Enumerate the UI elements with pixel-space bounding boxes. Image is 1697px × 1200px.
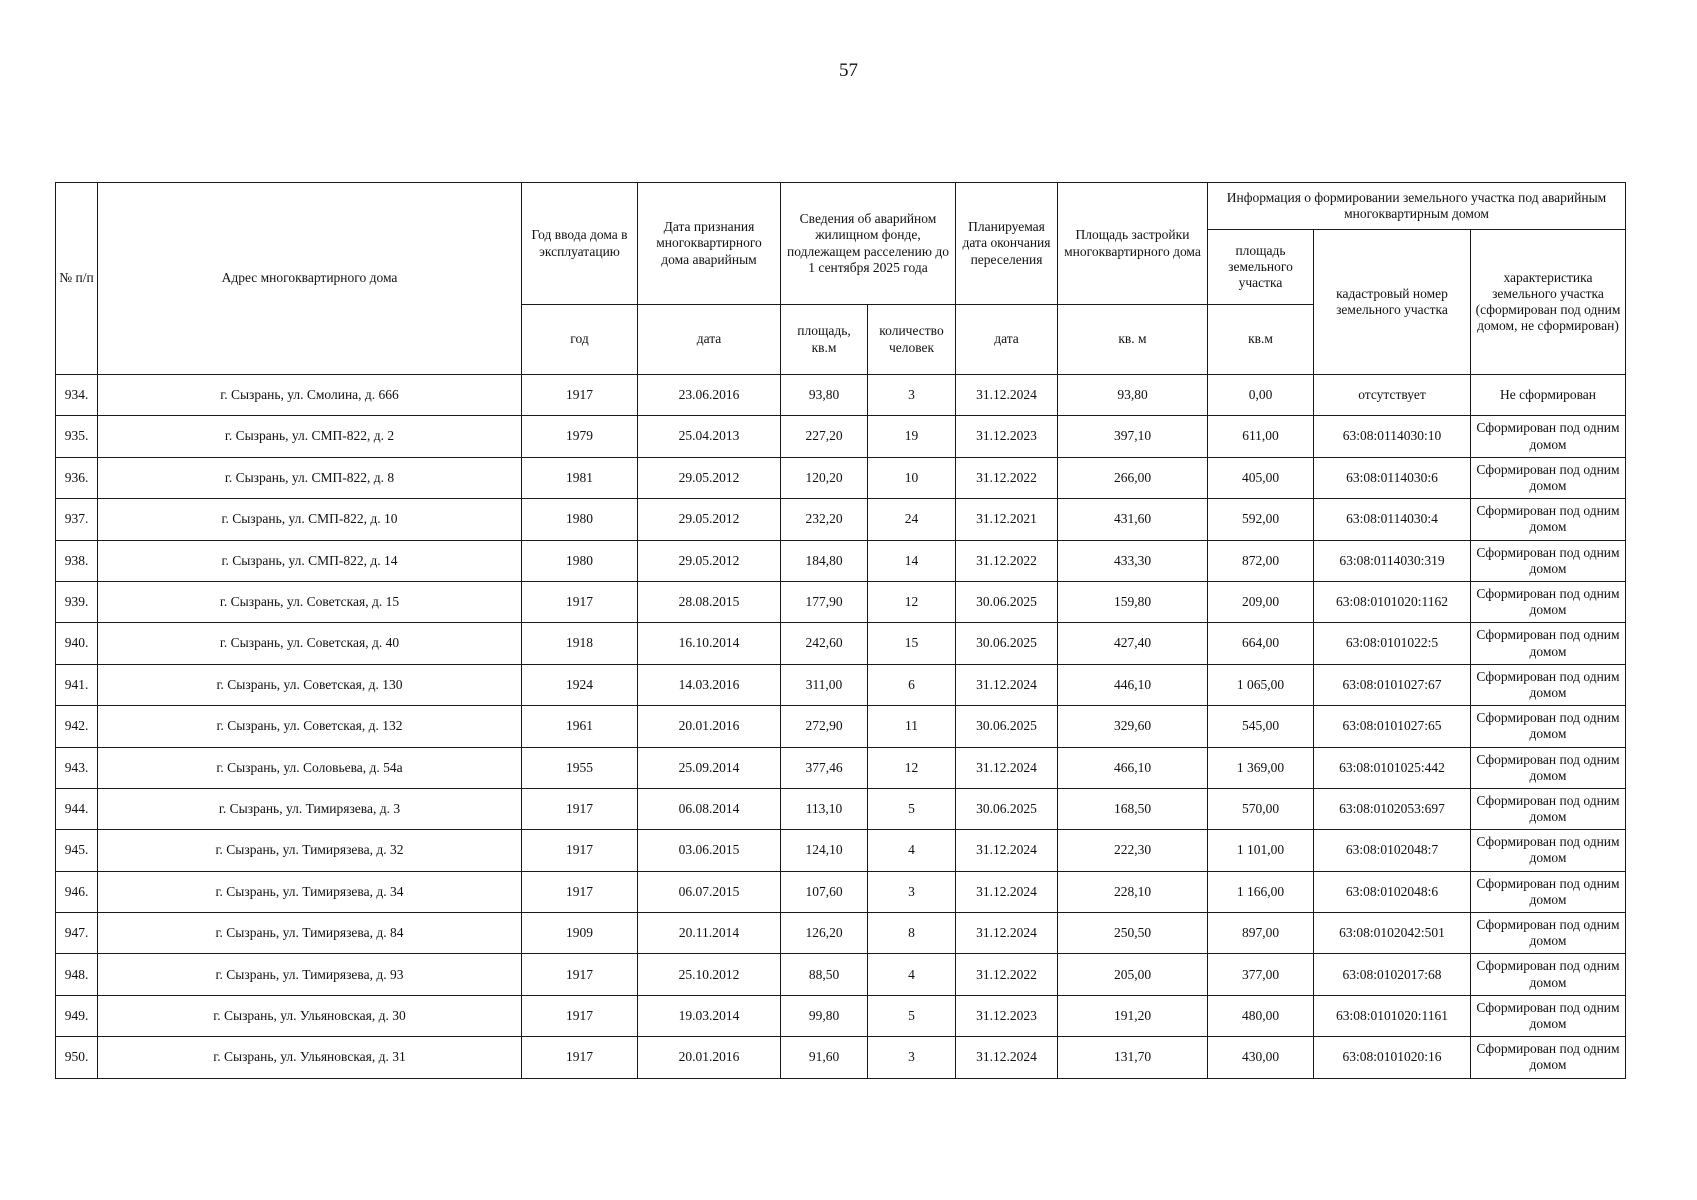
- row-recognition-date: 29.05.2012: [638, 457, 781, 498]
- row-land-area: 1 065,00: [1208, 664, 1314, 705]
- row-land-area: 1 369,00: [1208, 747, 1314, 788]
- row-planned-date: 31.12.2023: [956, 416, 1058, 457]
- row-planned-date: 31.12.2022: [956, 457, 1058, 498]
- row-people: 3: [868, 375, 956, 416]
- row-cadastral: 63:08:0102042:501: [1314, 913, 1471, 954]
- row-address: г. Сызрань, ул. Тимирязева, д. 3: [98, 788, 522, 829]
- row-recognition-date: 25.09.2014: [638, 747, 781, 788]
- row-land-area: 0,00: [1208, 375, 1314, 416]
- row-cadastral: 63:08:0114030:6: [1314, 457, 1471, 498]
- table-row: [56, 1037, 1626, 1078]
- row-building-area: 168,50: [1058, 788, 1208, 829]
- row-building-area: 433,30: [1058, 540, 1208, 581]
- row-recognition-date: 06.08.2014: [638, 788, 781, 829]
- row-people: 24: [868, 499, 956, 540]
- row-cadastral: 63:08:0114030:10: [1314, 416, 1471, 457]
- row-people: 19: [868, 416, 956, 457]
- row-year: 1924: [522, 664, 638, 705]
- header-building-area: Площадь застройки многоквартирного дома: [1058, 183, 1208, 305]
- row-year: 1917: [522, 871, 638, 912]
- row-cadastral: 63:08:0102048:7: [1314, 830, 1471, 871]
- row-year: 1979: [522, 416, 638, 457]
- row-area: 91,60: [781, 1037, 868, 1078]
- row-address: г. Сызрань, ул. Советская, д. 40: [98, 623, 522, 664]
- row-recognition-date: 23.06.2016: [638, 375, 781, 416]
- row-year: 1917: [522, 1037, 638, 1078]
- table-row: [56, 540, 1626, 581]
- row-num: 944.: [56, 788, 98, 829]
- row-area: 377,46: [781, 747, 868, 788]
- row-status: Сформирован под одним домом: [1471, 623, 1626, 664]
- row-status: Не сформирован: [1471, 375, 1626, 416]
- row-year: 1980: [522, 540, 638, 581]
- row-address: г. Сызрань, ул. Соловьева, д. 54а: [98, 747, 522, 788]
- row-status: Сформирован под одним домом: [1471, 540, 1626, 581]
- header-land-info: Информация о формировании земельного участка под аварийным многоквартирным домом: [1208, 183, 1626, 230]
- row-planned-date: 31.12.2024: [956, 913, 1058, 954]
- row-land-area: 405,00: [1208, 457, 1314, 498]
- row-status: Сформирован под одним домом: [1471, 788, 1626, 829]
- row-recognition-date: 29.05.2012: [638, 540, 781, 581]
- row-people: 12: [868, 747, 956, 788]
- row-area: 177,90: [781, 581, 868, 622]
- row-land-area: 1 101,00: [1208, 830, 1314, 871]
- row-area: 88,50: [781, 954, 868, 995]
- row-land-area: 611,00: [1208, 416, 1314, 457]
- row-num: 939.: [56, 581, 98, 622]
- row-area: 113,10: [781, 788, 868, 829]
- row-building-area: 93,80: [1058, 375, 1208, 416]
- row-recognition-date: 16.10.2014: [638, 623, 781, 664]
- row-status: Сформирован под одним домом: [1471, 706, 1626, 747]
- row-address: г. Сызрань, ул. Смолина, д. 666: [98, 375, 522, 416]
- row-num: 947.: [56, 913, 98, 954]
- row-planned-date: 31.12.2024: [956, 871, 1058, 912]
- row-cadastral: 63:08:0101022:5: [1314, 623, 1471, 664]
- row-people: 5: [868, 995, 956, 1036]
- row-area: 126,20: [781, 913, 868, 954]
- row-cadastral: 63:08:0114030:4: [1314, 499, 1471, 540]
- row-building-area: 266,00: [1058, 457, 1208, 498]
- table-row: [56, 664, 1626, 705]
- row-recognition-date: 25.10.2012: [638, 954, 781, 995]
- table-row: [56, 416, 1626, 457]
- row-cadastral: 63:08:0102053:697: [1314, 788, 1471, 829]
- row-num: 950.: [56, 1037, 98, 1078]
- row-land-area: 1 166,00: [1208, 871, 1314, 912]
- header-num: № п/п: [56, 183, 98, 375]
- row-year: 1955: [522, 747, 638, 788]
- row-address: г. Сызрань, ул. Тимирязева, д. 34: [98, 871, 522, 912]
- row-building-area: 446,10: [1058, 664, 1208, 705]
- header-planned-date: Планируемая дата окончания переселения: [956, 183, 1058, 305]
- row-cadastral: 63:08:0101020:1161: [1314, 995, 1471, 1036]
- header-unit-area: площадь, кв.м: [781, 305, 868, 375]
- header-land-area: площадь земельного участка: [1208, 230, 1314, 305]
- row-num: 940.: [56, 623, 98, 664]
- row-area: 311,00: [781, 664, 868, 705]
- row-people: 5: [868, 788, 956, 829]
- row-people: 11: [868, 706, 956, 747]
- row-building-area: 431,60: [1058, 499, 1208, 540]
- row-num: 942.: [56, 706, 98, 747]
- row-recognition-date: 25.04.2013: [638, 416, 781, 457]
- table-row: [56, 830, 1626, 871]
- row-planned-date: 31.12.2021: [956, 499, 1058, 540]
- row-address: г. Сызрань, ул. СМП-822, д. 14: [98, 540, 522, 581]
- row-planned-date: 31.12.2024: [956, 375, 1058, 416]
- row-address: г. Сызрань, ул. Тимирязева, д. 32: [98, 830, 522, 871]
- row-cadastral: 63:08:0101027:65: [1314, 706, 1471, 747]
- row-status: Сформирован под одним домом: [1471, 747, 1626, 788]
- row-land-area: 570,00: [1208, 788, 1314, 829]
- row-num: 941.: [56, 664, 98, 705]
- row-num: 937.: [56, 499, 98, 540]
- row-recognition-date: 28.08.2015: [638, 581, 781, 622]
- row-people: 6: [868, 664, 956, 705]
- row-area: 120,20: [781, 457, 868, 498]
- row-recognition-date: 06.07.2015: [638, 871, 781, 912]
- header-unit-year: год: [522, 305, 638, 375]
- row-year: 1917: [522, 375, 638, 416]
- row-people: 14: [868, 540, 956, 581]
- row-area: 232,20: [781, 499, 868, 540]
- row-building-area: 191,20: [1058, 995, 1208, 1036]
- row-people: 3: [868, 871, 956, 912]
- row-building-area: 222,30: [1058, 830, 1208, 871]
- header-unit-date: дата: [638, 305, 781, 375]
- row-year: 1918: [522, 623, 638, 664]
- table-row: [56, 913, 1626, 954]
- row-status: Сформирован под одним домом: [1471, 457, 1626, 498]
- row-cadastral: 63:08:0101027:67: [1314, 664, 1471, 705]
- row-address: г. Сызрань, ул. Советская, д. 15: [98, 581, 522, 622]
- row-num: 948.: [56, 954, 98, 995]
- row-planned-date: 30.06.2025: [956, 623, 1058, 664]
- row-people: 4: [868, 830, 956, 871]
- row-recognition-date: 20.01.2016: [638, 706, 781, 747]
- row-status: Сформирован под одним домом: [1471, 954, 1626, 995]
- row-planned-date: 30.06.2025: [956, 788, 1058, 829]
- table-row: [56, 706, 1626, 747]
- row-address: г. Сызрань, ул. СМП-822, д. 8: [98, 457, 522, 498]
- row-planned-date: 31.12.2022: [956, 540, 1058, 581]
- row-recognition-date: 19.03.2014: [638, 995, 781, 1036]
- row-people: 10: [868, 457, 956, 498]
- row-year: 1980: [522, 499, 638, 540]
- row-num: 949.: [56, 995, 98, 1036]
- row-people: 8: [868, 913, 956, 954]
- row-area: 99,80: [781, 995, 868, 1036]
- row-status: Сформирован под одним домом: [1471, 581, 1626, 622]
- header-unit-build-area: кв. м: [1058, 305, 1208, 375]
- row-land-area: 209,00: [1208, 581, 1314, 622]
- table-row: [56, 747, 1626, 788]
- row-year: 1981: [522, 457, 638, 498]
- row-recognition-date: 20.01.2016: [638, 1037, 781, 1078]
- row-planned-date: 31.12.2022: [956, 954, 1058, 995]
- row-num: 936.: [56, 457, 98, 498]
- row-land-area: 430,00: [1208, 1037, 1314, 1078]
- row-recognition-date: 14.03.2016: [638, 664, 781, 705]
- header-address: Адрес многоквартирного дома: [98, 183, 522, 375]
- row-land-area: 664,00: [1208, 623, 1314, 664]
- row-planned-date: 31.12.2024: [956, 830, 1058, 871]
- row-status: Сформирован под одним домом: [1471, 871, 1626, 912]
- header-unit-plan-date: дата: [956, 305, 1058, 375]
- row-planned-date: 30.06.2025: [956, 581, 1058, 622]
- row-cadastral: 63:08:0101020:1162: [1314, 581, 1471, 622]
- row-land-area: 897,00: [1208, 913, 1314, 954]
- row-area: 107,60: [781, 871, 868, 912]
- header-emergency-fund: Сведения об аварийном жилищном фонде, подлежащем расселению до 1 сентября 2025 года: [781, 183, 956, 305]
- row-building-area: 250,50: [1058, 913, 1208, 954]
- row-num: 945.: [56, 830, 98, 871]
- header-recognition-date: Дата признания многоквартирного дома аварийным: [638, 183, 781, 305]
- row-planned-date: 31.12.2024: [956, 1037, 1058, 1078]
- row-status: Сформирован под одним домом: [1471, 995, 1626, 1036]
- row-recognition-date: 29.05.2012: [638, 499, 781, 540]
- row-num: 943.: [56, 747, 98, 788]
- row-people: 12: [868, 581, 956, 622]
- row-address: г. Сызрань, ул. Тимирязева, д. 84: [98, 913, 522, 954]
- table-row: [56, 788, 1626, 829]
- row-year: 1917: [522, 581, 638, 622]
- row-area: 184,80: [781, 540, 868, 581]
- row-building-area: 159,80: [1058, 581, 1208, 622]
- row-area: 93,80: [781, 375, 868, 416]
- row-recognition-date: 20.11.2014: [638, 913, 781, 954]
- row-year: 1917: [522, 995, 638, 1036]
- table-row: [56, 871, 1626, 912]
- row-planned-date: 31.12.2023: [956, 995, 1058, 1036]
- row-building-area: 466,10: [1058, 747, 1208, 788]
- row-building-area: 131,70: [1058, 1037, 1208, 1078]
- row-year: 1917: [522, 830, 638, 871]
- row-building-area: 427,40: [1058, 623, 1208, 664]
- row-year: 1917: [522, 954, 638, 995]
- table-row: [56, 995, 1626, 1036]
- row-status: Сформирован под одним домом: [1471, 830, 1626, 871]
- row-building-area: 329,60: [1058, 706, 1208, 747]
- header-cadastral: кадастровый номер земельного участка: [1314, 230, 1471, 375]
- row-num: 938.: [56, 540, 98, 581]
- row-year: 1917: [522, 788, 638, 829]
- table-row: [56, 581, 1626, 622]
- row-area: 124,10: [781, 830, 868, 871]
- row-address: г. Сызрань, ул. Ульяновская, д. 31: [98, 1037, 522, 1078]
- row-people: 15: [868, 623, 956, 664]
- row-land-area: 872,00: [1208, 540, 1314, 581]
- table-row: [56, 623, 1626, 664]
- row-people: 3: [868, 1037, 956, 1078]
- row-year: 1909: [522, 913, 638, 954]
- row-num: 946.: [56, 871, 98, 912]
- row-address: г. Сызрань, ул. СМП-822, д. 2: [98, 416, 522, 457]
- row-address: г. Сызрань, ул. Ульяновская, д. 30: [98, 995, 522, 1036]
- table-row: [56, 954, 1626, 995]
- row-area: 242,60: [781, 623, 868, 664]
- row-status: Сформирован под одним домом: [1471, 1037, 1626, 1078]
- row-cadastral: 63:08:0102017:68: [1314, 954, 1471, 995]
- row-recognition-date: 03.06.2015: [638, 830, 781, 871]
- row-cadastral: отсутствует: [1314, 375, 1471, 416]
- row-planned-date: 31.12.2024: [956, 747, 1058, 788]
- table-row: [56, 499, 1626, 540]
- row-address: г. Сызрань, ул. Советская, д. 130: [98, 664, 522, 705]
- row-address: г. Сызрань, ул. Советская, д. 132: [98, 706, 522, 747]
- header-land-char: характеристика земельного участка (сформирован под одним домом, не сформирован): [1471, 230, 1626, 375]
- row-building-area: 228,10: [1058, 871, 1208, 912]
- row-address: г. Сызрань, ул. Тимирязева, д. 93: [98, 954, 522, 995]
- row-area: 227,20: [781, 416, 868, 457]
- row-year: 1961: [522, 706, 638, 747]
- row-land-area: 592,00: [1208, 499, 1314, 540]
- row-cadastral: 63:08:0101020:16: [1314, 1037, 1471, 1078]
- row-people: 4: [868, 954, 956, 995]
- row-cadastral: 63:08:0101025:442: [1314, 747, 1471, 788]
- row-status: Сформирован под одним домом: [1471, 499, 1626, 540]
- row-num: 935.: [56, 416, 98, 457]
- row-planned-date: 31.12.2024: [956, 664, 1058, 705]
- row-status: Сформирован под одним домом: [1471, 664, 1626, 705]
- row-status: Сформирован под одним домом: [1471, 416, 1626, 457]
- row-cadastral: 63:08:0102048:6: [1314, 871, 1471, 912]
- table-row: [56, 375, 1626, 416]
- row-land-area: 377,00: [1208, 954, 1314, 995]
- row-address: г. Сызрань, ул. СМП-822, д. 10: [98, 499, 522, 540]
- page-number: 57: [839, 60, 858, 81]
- row-cadastral: 63:08:0114030:319: [1314, 540, 1471, 581]
- header-unit-people: количество человек: [868, 305, 956, 375]
- row-area: 272,90: [781, 706, 868, 747]
- row-planned-date: 30.06.2025: [956, 706, 1058, 747]
- row-land-area: 480,00: [1208, 995, 1314, 1036]
- header-year: Год ввода дома в эксплуатацию: [522, 183, 638, 305]
- emergency-housing-table: [55, 182, 1626, 1079]
- row-land-area: 545,00: [1208, 706, 1314, 747]
- row-building-area: 205,00: [1058, 954, 1208, 995]
- table-row: [56, 457, 1626, 498]
- row-building-area: 397,10: [1058, 416, 1208, 457]
- header-unit-land-area: кв.м: [1208, 305, 1314, 375]
- row-num: 934.: [56, 375, 98, 416]
- row-status: Сформирован под одним домом: [1471, 913, 1626, 954]
